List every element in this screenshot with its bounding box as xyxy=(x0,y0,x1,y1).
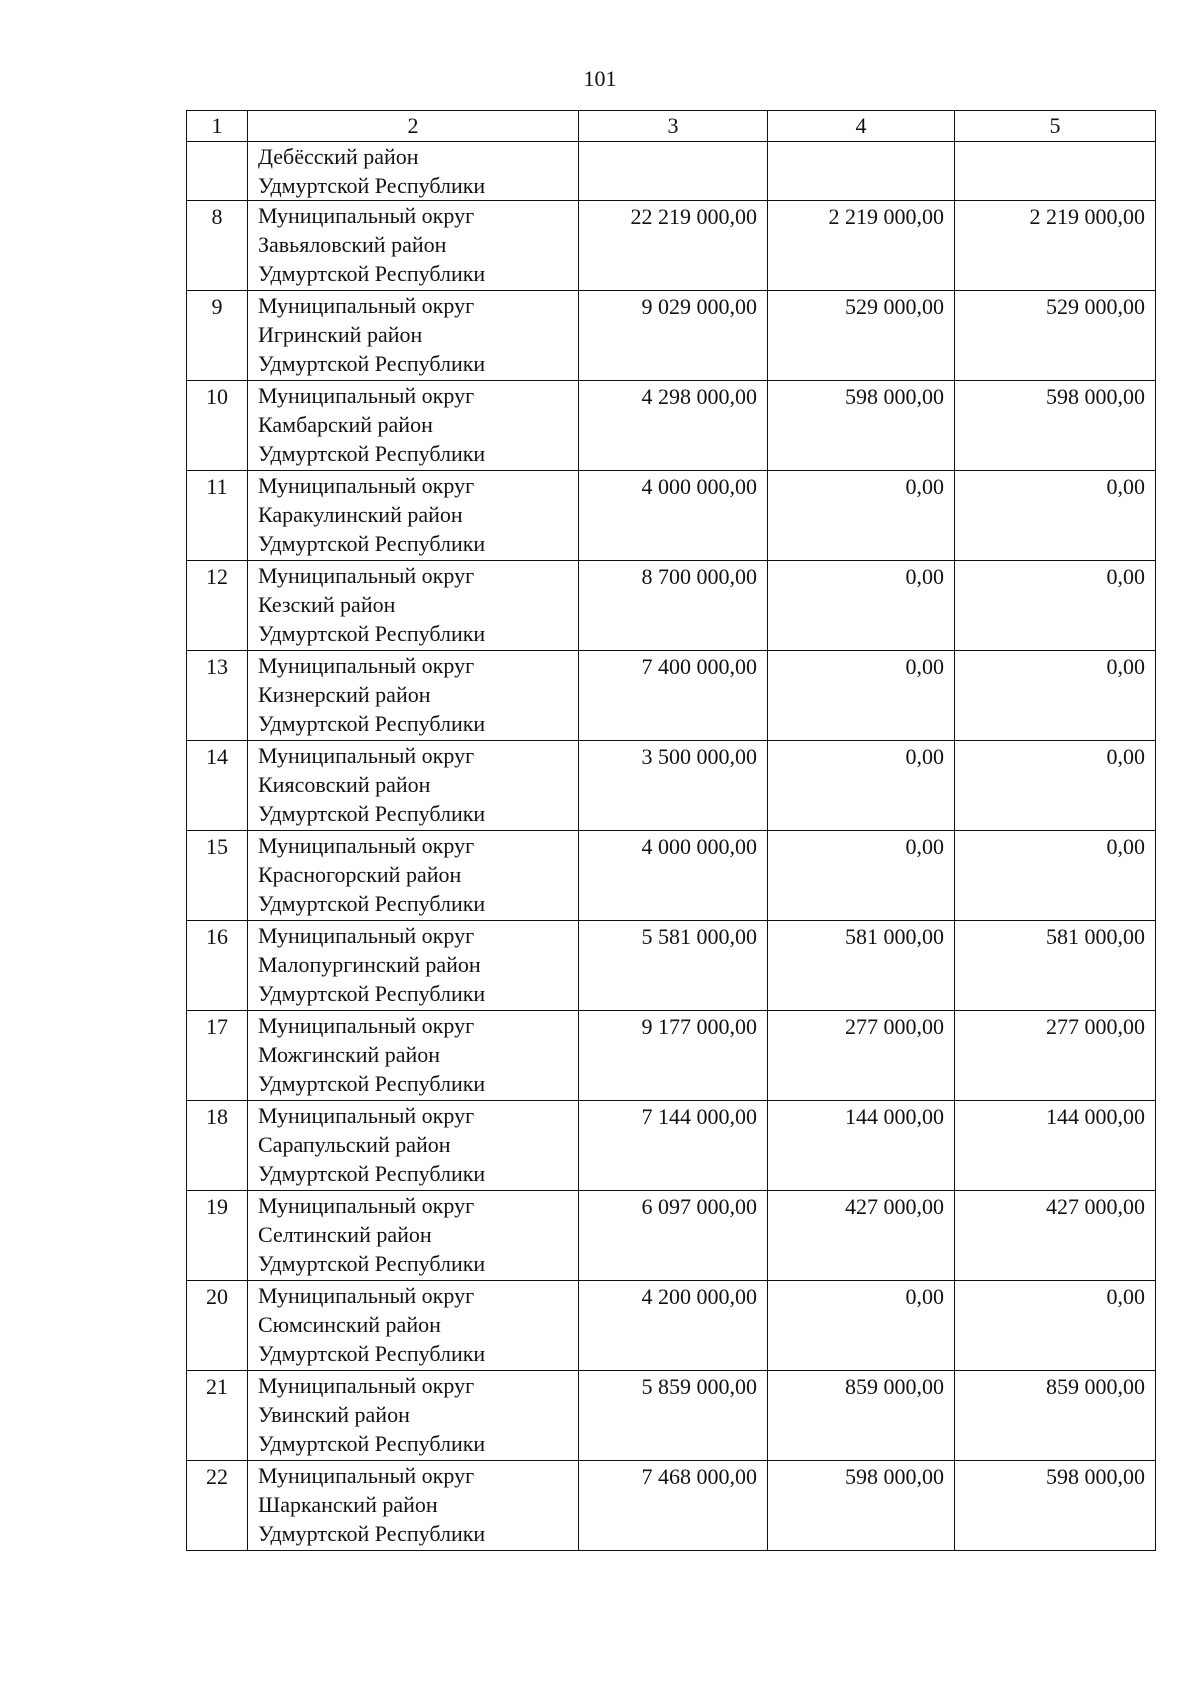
name-line: Удмуртской Республики xyxy=(258,801,486,826)
amount-cell-3 xyxy=(579,1011,768,1101)
amount-cell-4 xyxy=(768,1371,955,1461)
amount-cell-3 xyxy=(579,142,768,201)
name-line: Камбарский район xyxy=(258,412,433,437)
name-line: Селтинский район xyxy=(258,1222,432,1247)
row-number: 9 xyxy=(211,294,223,319)
amount-value-4: 2 219 000,00 xyxy=(828,204,944,229)
amount-cell-5 xyxy=(955,1281,1156,1371)
amount-value-5: 598 000,00 xyxy=(1046,1464,1145,1489)
amount-cell-4 xyxy=(768,381,955,471)
name-line: Удмуртской Республики xyxy=(258,531,486,556)
amount-value-4: 0,00 xyxy=(905,474,944,499)
name-line: Муниципальный округ xyxy=(258,833,475,858)
name-line: Дебёсский район xyxy=(258,144,419,169)
name-line: Удмуртской Республики xyxy=(258,1521,486,1546)
row-number: 19 xyxy=(206,1194,228,1219)
row-number-cell xyxy=(187,1461,248,1551)
name-line: Муниципальный округ xyxy=(258,653,475,678)
amount-value-3: 8 700 000,00 xyxy=(641,564,757,589)
name-line: Шарканский район xyxy=(258,1492,438,1517)
name-line: Удмуртской Республики xyxy=(258,981,486,1006)
name-line: Кезский район xyxy=(258,592,396,617)
row-number: 8 xyxy=(211,204,223,229)
amount-value-3: 5 859 000,00 xyxy=(641,1374,757,1399)
name-line: Удмуртской Республики xyxy=(258,1161,486,1186)
row-number: 13 xyxy=(206,654,228,679)
row-number-cell xyxy=(187,921,248,1011)
amount-cell-4 xyxy=(768,741,955,831)
name-line: Муниципальный округ xyxy=(258,1013,475,1038)
amount-value-5: 144 000,00 xyxy=(1046,1104,1145,1129)
amount-cell-3 xyxy=(579,1101,768,1191)
amount-cell-5 xyxy=(955,291,1156,381)
amount-value-5: 0,00 xyxy=(1106,564,1145,589)
amount-value-4: 0,00 xyxy=(905,1284,944,1309)
row-number: 16 xyxy=(206,924,228,949)
amount-cell-5 xyxy=(955,831,1156,921)
name-line: Муниципальный округ xyxy=(258,743,475,768)
amount-cell-5 xyxy=(955,1461,1156,1551)
table-row xyxy=(187,471,1156,561)
amount-cell-3 xyxy=(579,291,768,381)
amount-value-4: 144 000,00 xyxy=(845,1104,944,1129)
amount-cell-3 xyxy=(579,1191,768,1281)
municipality-name-cell xyxy=(248,1101,579,1191)
page-number: 101 xyxy=(583,66,617,91)
amount-value-4: 859 000,00 xyxy=(845,1374,944,1399)
municipality-name-cell xyxy=(248,741,579,831)
table-row xyxy=(187,1371,1156,1461)
row-number-cell xyxy=(187,1371,248,1461)
amount-value-4: 581 000,00 xyxy=(845,924,944,949)
amount-cell-4 xyxy=(768,1281,955,1371)
amount-cell-5 xyxy=(955,1011,1156,1101)
name-line: Муниципальный округ xyxy=(258,563,475,588)
name-line: Удмуртской Республики xyxy=(258,711,486,736)
name-line: Муниципальный округ xyxy=(258,203,475,228)
amount-value-4: 277 000,00 xyxy=(845,1014,944,1039)
column-header-2: 2 xyxy=(248,111,579,142)
amount-value-5: 0,00 xyxy=(1106,654,1145,679)
table-row xyxy=(187,1191,1156,1281)
row-number-cell xyxy=(187,651,248,741)
amount-cell-4 xyxy=(768,831,955,921)
amount-cell-3 xyxy=(579,471,768,561)
row-number: 10 xyxy=(206,384,228,409)
name-line: Удмуртской Республики xyxy=(258,891,486,916)
row-number-cell xyxy=(187,142,248,201)
name-line: Муниципальный округ xyxy=(258,923,475,948)
amount-value-3: 5 581 000,00 xyxy=(641,924,757,949)
row-number-cell xyxy=(187,1281,248,1371)
row-number-cell xyxy=(187,291,248,381)
amount-value-4: 529 000,00 xyxy=(845,294,944,319)
name-line: Каракулинский район xyxy=(258,502,463,527)
row-number-cell xyxy=(187,201,248,291)
amount-value-4: 427 000,00 xyxy=(845,1194,944,1219)
table-body xyxy=(187,111,1156,1551)
amount-value-3: 22 219 000,00 xyxy=(630,204,757,229)
amount-value-4: 0,00 xyxy=(905,834,944,859)
name-line: Муниципальный округ xyxy=(258,1103,475,1128)
amount-cell-5 xyxy=(955,1371,1156,1461)
name-line: Красногорский район xyxy=(258,862,462,887)
name-line: Удмуртской Республики xyxy=(258,261,486,286)
amount-value-5: 581 000,00 xyxy=(1046,924,1145,949)
row-number-cell xyxy=(187,381,248,471)
amount-cell-5 xyxy=(955,1101,1156,1191)
amount-cell-5 xyxy=(955,741,1156,831)
continuation-row xyxy=(187,142,1156,201)
row-number: 14 xyxy=(206,744,228,769)
amount-value-4: 598 000,00 xyxy=(845,1464,944,1489)
municipality-name-cell xyxy=(248,651,579,741)
amount-cell-5 xyxy=(955,142,1156,201)
row-number-cell xyxy=(187,1011,248,1101)
table-row xyxy=(187,1101,1156,1191)
amount-cell-3 xyxy=(579,741,768,831)
name-line: Удмуртской Республики xyxy=(258,1341,486,1366)
table-row xyxy=(187,561,1156,651)
amount-value-5: 598 000,00 xyxy=(1046,384,1145,409)
row-number-cell xyxy=(187,831,248,921)
amount-value-5: 859 000,00 xyxy=(1046,1374,1145,1399)
name-line: Сарапульский район xyxy=(258,1132,451,1157)
name-line: Кизнерский район xyxy=(258,682,431,707)
name-line: Удмуртской Республики xyxy=(258,1431,486,1456)
municipality-name-cell xyxy=(248,1281,579,1371)
name-line: Можгинский район xyxy=(258,1042,441,1067)
amount-value-3: 6 097 000,00 xyxy=(641,1194,757,1219)
name-line: Игринский район xyxy=(258,322,423,347)
amount-value-5: 427 000,00 xyxy=(1046,1194,1145,1219)
amount-cell-3 xyxy=(579,1461,768,1551)
amount-cell-5 xyxy=(955,1191,1156,1281)
amount-value-3: 4 000 000,00 xyxy=(641,474,757,499)
amount-cell-5 xyxy=(955,471,1156,561)
column-header-5: 5 xyxy=(955,111,1156,142)
name-line: Удмуртской Республики xyxy=(258,441,486,466)
amount-cell-3 xyxy=(579,1371,768,1461)
name-line: Удмуртской Республики xyxy=(258,173,486,198)
row-number-cell xyxy=(187,1191,248,1281)
row-number-cell xyxy=(187,471,248,561)
amount-value-3: 4 200 000,00 xyxy=(641,1284,757,1309)
amount-value-3: 9 177 000,00 xyxy=(641,1014,757,1039)
amount-value-5: 0,00 xyxy=(1106,744,1145,769)
municipality-name-cell xyxy=(248,142,579,201)
name-line: Муниципальный округ xyxy=(258,1193,475,1218)
name-line: Удмуртской Республики xyxy=(258,621,486,646)
amount-cell-4 xyxy=(768,1011,955,1101)
amount-cell-5 xyxy=(955,921,1156,1011)
amount-cell-4 xyxy=(768,1191,955,1281)
amount-cell-4 xyxy=(768,471,955,561)
row-number: 21 xyxy=(206,1374,228,1399)
amount-cell-5 xyxy=(955,561,1156,651)
name-line: Муниципальный округ xyxy=(258,1373,475,1398)
amount-value-3: 7 468 000,00 xyxy=(641,1464,757,1489)
municipality-name-cell xyxy=(248,921,579,1011)
name-line: Малопургинский район xyxy=(258,952,481,977)
amount-cell-4 xyxy=(768,201,955,291)
row-number: 20 xyxy=(206,1284,228,1309)
amount-value-3: 4 298 000,00 xyxy=(641,384,757,409)
amount-value-4: 0,00 xyxy=(905,564,944,589)
row-number-cell xyxy=(187,561,248,651)
municipality-name-cell xyxy=(248,1371,579,1461)
amount-cell-3 xyxy=(579,381,768,471)
amount-cell-3 xyxy=(579,201,768,291)
amount-cell-3 xyxy=(579,651,768,741)
row-number: 12 xyxy=(206,564,228,589)
amount-cell-4 xyxy=(768,561,955,651)
table-row xyxy=(187,831,1156,921)
name-line: Сюмсинский район xyxy=(258,1312,441,1337)
row-number: 11 xyxy=(206,474,228,499)
municipality-name-cell xyxy=(248,381,579,471)
amount-value-5: 0,00 xyxy=(1106,834,1145,859)
amount-cell-3 xyxy=(579,561,768,651)
amount-cell-4 xyxy=(768,291,955,381)
name-line: Удмуртской Республики xyxy=(258,1251,486,1276)
amount-cell-4 xyxy=(768,1101,955,1191)
name-line: Муниципальный округ xyxy=(258,473,475,498)
municipality-name-cell xyxy=(248,471,579,561)
column-header-3: 3 xyxy=(579,111,768,142)
table-row xyxy=(187,1011,1156,1101)
amount-value-3: 3 500 000,00 xyxy=(641,744,757,769)
name-line: Муниципальный округ xyxy=(258,1283,475,1308)
municipality-name-cell xyxy=(248,561,579,651)
municipality-name-cell xyxy=(248,1011,579,1101)
table-row xyxy=(187,291,1156,381)
amount-value-3: 4 000 000,00 xyxy=(641,834,757,859)
row-number-cell xyxy=(187,741,248,831)
amount-value-3: 7 400 000,00 xyxy=(641,654,757,679)
table-row xyxy=(187,201,1156,291)
amount-cell-3 xyxy=(579,1281,768,1371)
amount-cell-3 xyxy=(579,831,768,921)
budget-table xyxy=(186,110,1156,1551)
name-line: Муниципальный округ xyxy=(258,1463,475,1488)
amount-value-5: 277 000,00 xyxy=(1046,1014,1145,1039)
municipality-name-cell xyxy=(248,1461,579,1551)
name-line: Удмуртской Республики xyxy=(258,1071,486,1096)
name-line: Завьяловский район xyxy=(258,232,447,257)
amount-value-5: 2 219 000,00 xyxy=(1029,204,1145,229)
amount-value-5: 529 000,00 xyxy=(1046,294,1145,319)
name-line: Увинский район xyxy=(258,1402,410,1427)
municipality-name-cell xyxy=(248,201,579,291)
amount-value-3: 9 029 000,00 xyxy=(641,294,757,319)
table-row xyxy=(187,651,1156,741)
municipality-name-cell xyxy=(248,291,579,381)
row-number: 22 xyxy=(206,1464,228,1489)
municipality-name-cell xyxy=(248,831,579,921)
amount-cell-4 xyxy=(768,142,955,201)
amount-value-5: 0,00 xyxy=(1106,1284,1145,1309)
row-number: 15 xyxy=(206,834,228,859)
table-row xyxy=(187,1461,1156,1551)
row-number-cell xyxy=(187,1101,248,1191)
row-number: 18 xyxy=(206,1104,228,1129)
amount-value-4: 598 000,00 xyxy=(845,384,944,409)
name-line: Удмуртской Республики xyxy=(258,351,486,376)
amount-cell-4 xyxy=(768,1461,955,1551)
amount-cell-5 xyxy=(955,381,1156,471)
table-row xyxy=(187,1281,1156,1371)
column-header-1: 1 xyxy=(187,111,248,142)
name-line: Киясовский район xyxy=(258,772,431,797)
column-header-row xyxy=(187,111,1156,142)
amount-value-4: 0,00 xyxy=(905,744,944,769)
amount-cell-5 xyxy=(955,651,1156,741)
amount-value-3: 7 144 000,00 xyxy=(641,1104,757,1129)
amount-value-4: 0,00 xyxy=(905,654,944,679)
amount-cell-4 xyxy=(768,651,955,741)
municipality-name-cell xyxy=(248,1191,579,1281)
amount-cell-3 xyxy=(579,921,768,1011)
table-row xyxy=(187,741,1156,831)
row-number: 17 xyxy=(206,1014,228,1039)
name-line: Муниципальный округ xyxy=(258,383,475,408)
amount-cell-4 xyxy=(768,921,955,1011)
name-line: Муниципальный округ xyxy=(258,293,475,318)
column-header-4: 4 xyxy=(768,111,955,142)
amount-value-5: 0,00 xyxy=(1106,474,1145,499)
table-row xyxy=(187,921,1156,1011)
amount-cell-5 xyxy=(955,201,1156,291)
table-row xyxy=(187,381,1156,471)
